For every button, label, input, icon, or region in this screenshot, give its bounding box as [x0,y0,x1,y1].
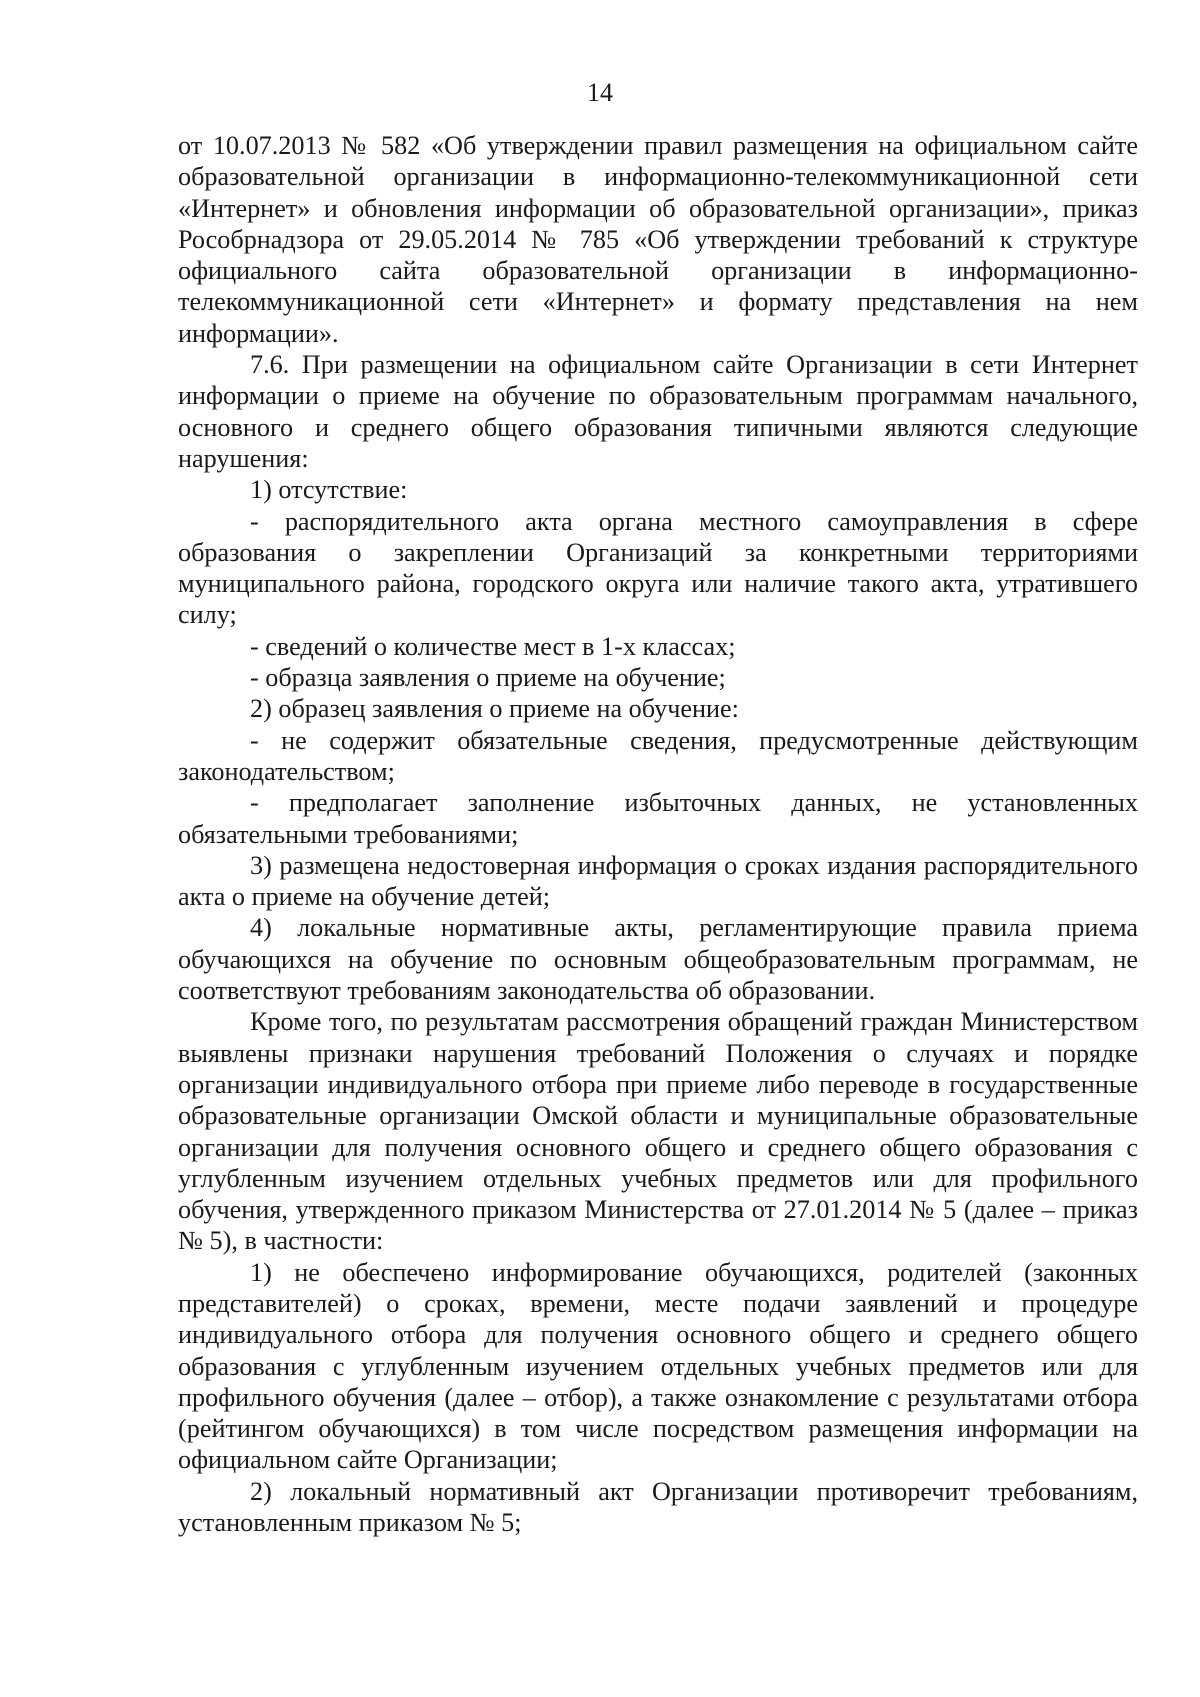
list-item: 3) размещена недостоверная информация о сроках издания распорядительного акта о приеме на обучение детей; [178,850,1138,912]
list-item: 2) образец заявления о приеме на обучение: [250,694,739,724]
list-item: 2) локальный нормативный акт Организации противоречит требованиям, установленным приказом № 5; [178,1476,1138,1538]
list-item: 1) не обеспечено информирование обучающихся, родителей (законных представителей) о сроках, времени, месте подачи заявлений и процедуре индивидуального отбора для получения основного общего и среднего общего образования с углубленным изучением отдельных учебных предметов или для профильного обучения (далее – отбор), а также ознакомление с результатами отбора (рейтингом обучающихся) в том числе посредством размещения информации на официальном сайте Организации; [178,1257,1138,1475]
list-item: - предполагает заполнение избыточных данных, не установленных обязательными требованиями; [178,788,1138,849]
paragraph-findings: Кроме того, по результатам рассмотрения обращений граждан Министерством выявлены признаки нарушения требований Положения о случаях и порядке организации индивидуального отбора при приеме либо переводе в государственные образовательные организации Омской области и муниципальные образовательные организации для получения основного общего и среднего общего образования с углубленным изучением отдельных учебных предметов или для профильного обучения, утвержденного приказом Министерства от 27.01.2014 № 5 (далее – приказ № 5), в частности: [178,1007,1138,1256]
paragraph-7-6: 7.6. При размещении на официальном сайте Организации в сети Интернет информации о приеме на обучение по образовательным программам начального, основного и среднего общего образования типичными являются следующие нарушения: [178,350,1138,473]
list-item: 1) отсутствие: [250,475,408,505]
list-item: - не содержит обязательные сведения, предусмотренные действующим законодательством; [178,725,1138,786]
list-item: 4) локальные нормативные акты, регламентирующие правила приема обучающихся на обучение по основным общеобразовательным программам, не соответствуют требованиям законодательства об образовании. [178,913,1138,1006]
list-item: - образца заявления о приеме на обучение; [250,663,726,693]
list-item: - распорядительного акта органа местного самоуправления в сфере образования о закреплении Организаций за конкретными территориями муниципального района, городского округа или наличие такого акта, утратившего силу; [178,506,1138,630]
document-body [178,130,1138,1538]
page-number: 14 [587,78,613,107]
list-item: - сведений о количестве мест в 1-х классах; [250,631,736,661]
paragraph-continuation: от 10.07.2013 № 582 «Об утверждении правил размещения на официальном сайте образовательной организации в информационно-телекоммуникационной сети «Интернет» и обновления информации об образовательной организации», приказ Рособрнадзора от 29.05.2014 № 785 «Об утверждении требований к структуре официального сайта образовательной организации в информационно-телекоммуникационной сети «Интернет» и формату представления на нем информации». [178,131,1138,348]
